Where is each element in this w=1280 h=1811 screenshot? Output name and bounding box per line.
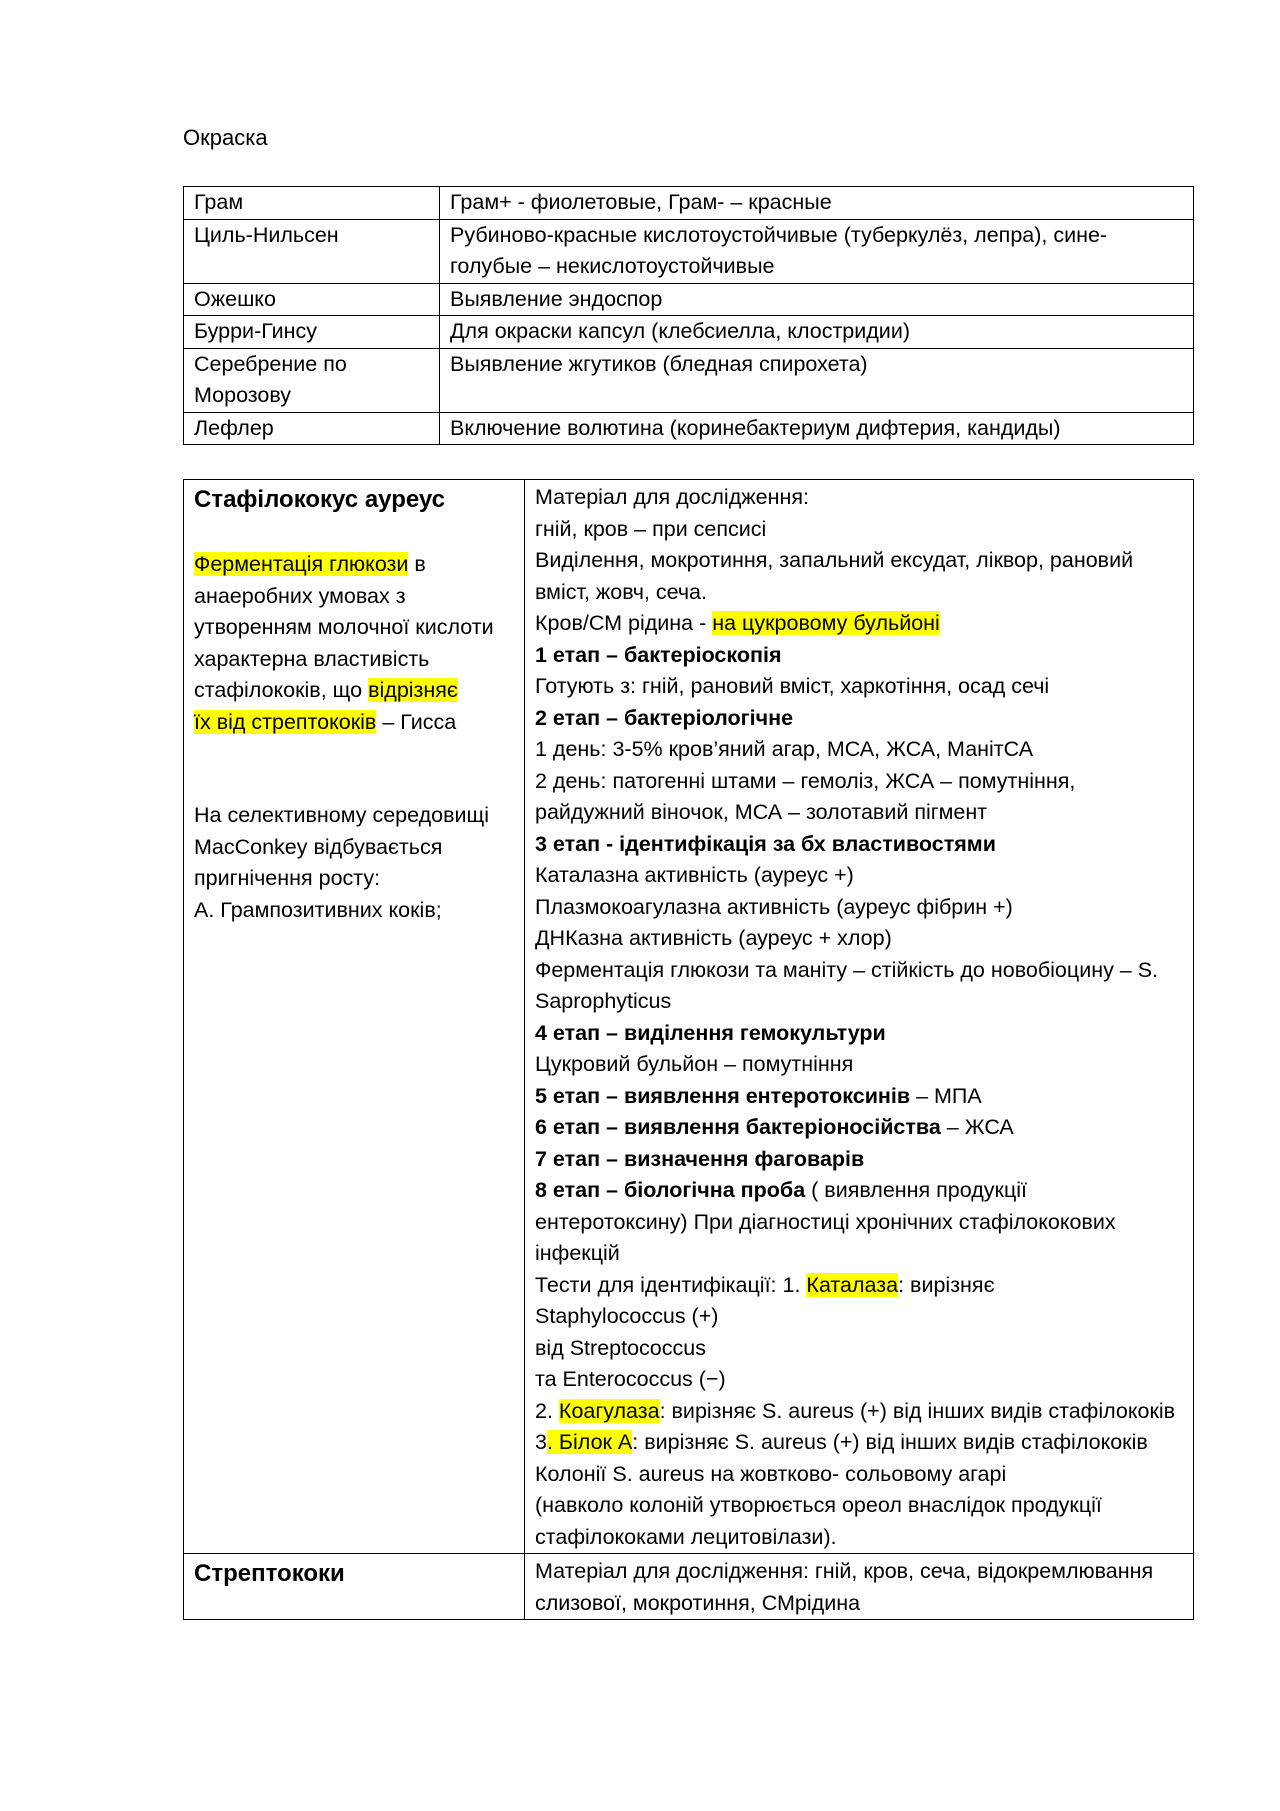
highlight: Ферментація глюкози [194, 552, 409, 576]
highlight: на цукровому бульйоні [712, 611, 940, 635]
table-row [184, 412, 1194, 445]
staph-title: Стафілококус ауреус [194, 486, 445, 513]
stage-heading: 7 етап – визначення фаговарів [535, 1146, 865, 1171]
organism-table [183, 479, 1194, 1620]
page-heading: Окраска [183, 125, 268, 150]
stage-heading: 4 етап – виділення гемокультури [535, 1020, 886, 1045]
staph-left-cell [184, 480, 525, 1554]
stain-desc: Для окраски капсул (клебсиелла, клостридии) [440, 316, 1194, 349]
stage-heading: 8 етап – біологічна проба [535, 1178, 806, 1202]
table-row [184, 480, 1194, 1554]
table-row [184, 283, 1194, 316]
stain-desc: Выявление жгутиков (бледная спирохета) [440, 348, 1194, 412]
highlight: Каталаза [806, 1272, 899, 1297]
staph-fermentation-note: Ферментація глюкози в анаеробних умовах з утворенням молочної кислоти характерна властивість стафілококів, що відрізняє їх від стрептококів – Гисса [194, 552, 494, 734]
stage-heading: 2 етап – бактеріологічне [535, 705, 794, 730]
stain-name: Ожешко [184, 283, 440, 316]
highlight: . Білок А [546, 1430, 633, 1454]
stain-name: Бурри-Гинсу [184, 316, 440, 349]
stain-name: Серебрение по Морозову [184, 348, 440, 412]
highlight: їх від стрептококів [194, 709, 377, 734]
stain-name: Лефлер [184, 412, 440, 445]
staph-right-cell: Матеріал для дослідження: гній, кров – при сепсисі Виділення, мокротиння, запальний ексудат, ліквор, рановий вміст, жовч, сеча. Кров/СМ рідина - на цукровому бульйоні 1 етап – бактеріоскопія Готують з: гній, рановий вміст, харкотіння, осад сечі 2 етап – бактеріологічне 1 день: 3-5% кров’яний агар, МСА, ЖСА, МанітСА 2 день: патогенні штами – гемоліз, ЖСА – помутніння, райдужний віночок, МСА – золотавий пігмент 3 етап - ідентифікація за бх властивостями Каталазна активність (ауреус +) Плазмокоагулазна активність (ауреус фібрин +) ДНКазна активність (ауреус + хлор) Ферментація глюкози та маніту – стійкість до новобіоцину – S. Saprophyticus 4 етап – виділення гемокультури Цукровий бульйон – помутніння 5 етап – виявлення ентеротоксинів – МПА 6 етап – виявлення бактеріоносійства – ЖСА 7 етап – визначення фаговарів 8 етап – біологічна проба ( виявлення продукції ентеротоксину) При діагностиці хронічних стафілококових інфекцій Тести для ідентифікації: 1. Каталаза: вирізняє Staphylococcus (+) від Streptococcus та Enterococcus (−) 2. Коагулаза: вирізняє S. aureus (+) від інших видів стафілококів 3. Білок А: вирізняє S. aureus (+) від інших видів стафілококів Колонії S. aureus на жовтково- сольовому агарі (навколо колоній утворюється ореол внаслідок продукції стафілококами лецитовілази). [525, 480, 1194, 1554]
stain-desc: Грам+ - фиолетовые, Грам- – красные [440, 187, 1194, 220]
stage-heading: 1 етап – бактеріоскопія [535, 642, 782, 667]
stain-name: Грам [184, 187, 440, 220]
stain-table [183, 186, 1194, 445]
stain-desc: Включение волютина (коринебактериум дифтерия, кандиды) [440, 412, 1194, 445]
stage-heading: 3 етап - ідентифікація за бх властивостями [535, 831, 996, 856]
stage-heading: 5 етап – виявлення ентеротоксинів [535, 1083, 911, 1108]
stage-heading: 6 етап – виявлення бактеріоносійства [535, 1115, 941, 1139]
table-row [184, 348, 1194, 412]
stain-desc: Рубиново-красные кислотоустойчивые (туберкулёз, лепра), сине-голубые – некислотоустойчивые [440, 219, 1194, 283]
table-row [184, 1554, 1194, 1620]
stain-name: Циль-Нильсен [184, 219, 440, 283]
strep-title: Стрептококи [194, 1560, 345, 1587]
table-row [184, 316, 1194, 349]
strep-right-cell: Матеріал для дослідження: гній, кров, сеча, відокремлювання слизової, мокротиння, СМрідина [525, 1554, 1194, 1620]
stain-desc: Выявление эндоспор [440, 283, 1194, 316]
highlight: відрізняє [368, 678, 458, 702]
table-row [184, 219, 1194, 283]
highlight: Коагулаза [558, 1398, 660, 1423]
table-row [184, 187, 1194, 220]
staph-macconkey-note: На селективному середовищі MacConkey відбувається пригнічення росту: А. Грампозитивних коків; [194, 803, 490, 922]
strep-left-cell [184, 1554, 525, 1620]
